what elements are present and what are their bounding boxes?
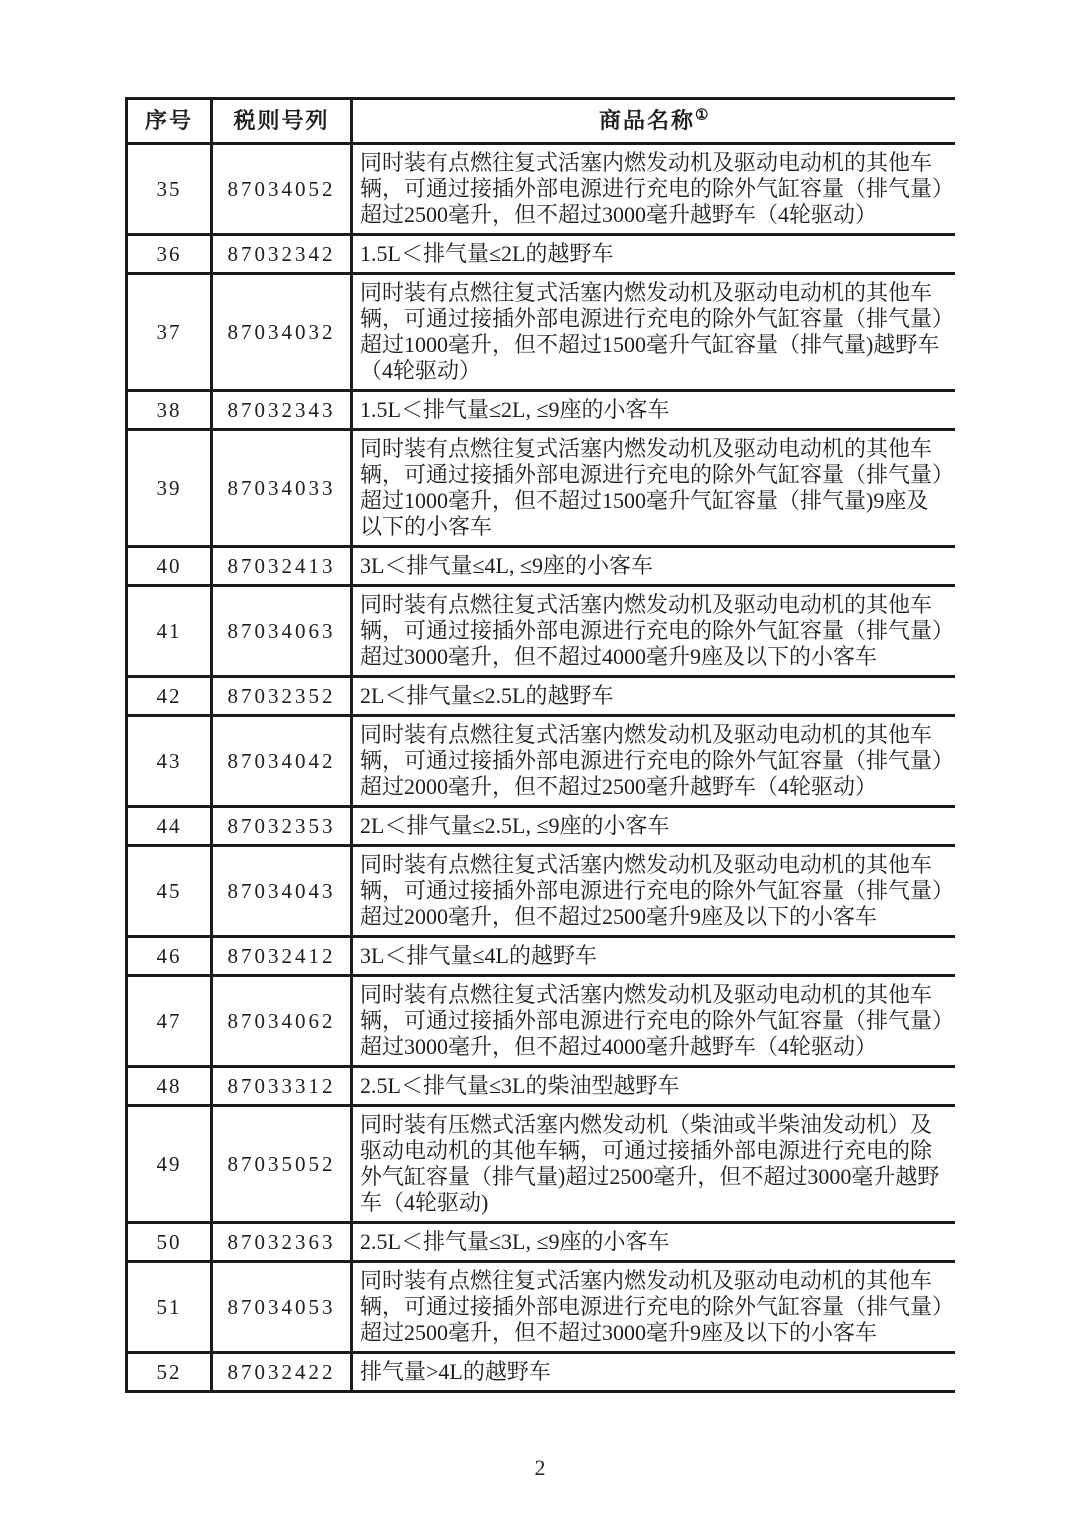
product-name-cell: 3L＜排气量≤4L的越野车 [352, 937, 955, 976]
table-row [127, 807, 955, 846]
tariff-code-cell: 87032353 [212, 807, 352, 846]
serial-cell: 38 [127, 391, 212, 430]
table-row [127, 391, 955, 430]
table-row [127, 677, 955, 716]
serial-cell: 46 [127, 937, 212, 976]
table-row [127, 976, 955, 1067]
column-header-serial: 序号 [127, 99, 212, 144]
product-name-cell: 同时装有点燃往复式活塞内燃发动机及驱动电动机的其他车辆，可通过接插外部电源进行充电的除外气缸容量（排气量）超过1000毫升，但不超过1500毫升气缸容量（排气量)9座及以下的小客车 [352, 430, 955, 547]
tariff-code-cell: 87034052 [212, 144, 352, 235]
serial-cell: 45 [127, 846, 212, 937]
product-name-cell: 2L＜排气量≤2.5L的越野车 [352, 677, 955, 716]
tariff-code-cell: 87032422 [212, 1353, 352, 1392]
page-number: 2 [534, 1455, 546, 1480]
table-row [127, 144, 955, 235]
table-row [127, 430, 955, 547]
tariff-code-cell: 87033312 [212, 1067, 352, 1106]
product-name-header-text: 商品名称 [599, 108, 696, 133]
table-row [127, 586, 955, 677]
product-name-cell: 同时装有压燃式活塞内燃发动机（柴油或半柴油发动机）及驱动电动机的其他车辆，可通过接插外部电源进行充电的除外气缸容量（排气量)超过2500毫升，但不超过3000毫升越野车（4轮驱动) [352, 1106, 955, 1223]
product-name-cell: 1.5L＜排气量≤2L, ≤9座的小客车 [352, 391, 955, 430]
table-row [127, 235, 955, 274]
table-row [127, 547, 955, 586]
product-name-cell: 同时装有点燃往复式活塞内燃发动机及驱动电动机的其他车辆，可通过接插外部电源进行充电的除外气缸容量（排气量）超过3000毫升，但不超过4000毫升9座及以下的小客车 [352, 586, 955, 677]
serial-cell: 39 [127, 430, 212, 547]
footnote-reference-mark: ① [695, 107, 709, 124]
tariff-code-cell: 87034033 [212, 430, 352, 547]
table-row [127, 1353, 955, 1392]
serial-cell: 49 [127, 1106, 212, 1223]
serial-cell: 36 [127, 235, 212, 274]
serial-cell: 50 [127, 1223, 212, 1262]
serial-cell: 43 [127, 716, 212, 807]
product-name-cell: 同时装有点燃往复式活塞内燃发动机及驱动电动机的其他车辆，可通过接插外部电源进行充电的除外气缸容量（排气量）超过2500毫升，但不超过3000毫升9座及以下的小客车 [352, 1262, 955, 1353]
table-row [127, 274, 955, 391]
tariff-code-cell: 87034032 [212, 274, 352, 391]
product-name-cell: 同时装有点燃往复式活塞内燃发动机及驱动电动机的其他车辆，可通过接插外部电源进行充电的除外气缸容量（排气量）超过2000毫升，但不超过2500毫升9座及以下的小客车 [352, 846, 955, 937]
serial-cell: 37 [127, 274, 212, 391]
tariff-code-cell: 87032342 [212, 235, 352, 274]
product-name-cell: 2L＜排气量≤2.5L, ≤9座的小客车 [352, 807, 955, 846]
table-row [127, 937, 955, 976]
tariff-code-cell: 87034043 [212, 846, 352, 937]
serial-cell: 40 [127, 547, 212, 586]
tariff-code-cell: 87032413 [212, 547, 352, 586]
table-row [127, 1106, 955, 1223]
tariff-code-cell: 87034062 [212, 976, 352, 1067]
table-row [127, 1262, 955, 1353]
table-row [127, 846, 955, 937]
product-name-cell: 2.5L＜排气量≤3L的柴油型越野车 [352, 1067, 955, 1106]
table-row [127, 716, 955, 807]
serial-cell: 51 [127, 1262, 212, 1353]
serial-cell: 41 [127, 586, 212, 677]
product-name-cell: 2.5L＜排气量≤3L, ≤9座的小客车 [352, 1223, 955, 1262]
tariff-code-cell: 87035052 [212, 1106, 352, 1223]
tariff-code-cell: 87032363 [212, 1223, 352, 1262]
serial-cell: 47 [127, 976, 212, 1067]
column-header-tariff-code: 税则号列 [212, 99, 352, 144]
tariff-code-cell: 87034063 [212, 586, 352, 677]
tariff-code-cell: 87032343 [212, 391, 352, 430]
serial-cell: 52 [127, 1353, 212, 1392]
serial-cell: 48 [127, 1067, 212, 1106]
product-name-cell: 1.5L＜排气量≤2L的越野车 [352, 235, 955, 274]
serial-cell: 42 [127, 677, 212, 716]
table-header-row [127, 99, 955, 144]
product-name-cell: 排气量>4L的越野车 [352, 1353, 955, 1392]
tariff-code-cell: 87032352 [212, 677, 352, 716]
serial-cell: 44 [127, 807, 212, 846]
table-row [127, 1067, 955, 1106]
tariff-code-cell: 87032412 [212, 937, 352, 976]
product-name-cell: 同时装有点燃往复式活塞内燃发动机及驱动电动机的其他车辆，可通过接插外部电源进行充电的除外气缸容量（排气量）超过1000毫升，但不超过1500毫升气缸容量（排气量)越野车（4轮驱动） [352, 274, 955, 391]
column-header-product-name [352, 99, 955, 144]
tariff-code-cell: 87034042 [212, 716, 352, 807]
serial-cell: 35 [127, 144, 212, 235]
product-name-cell: 同时装有点燃往复式活塞内燃发动机及驱动电动机的其他车辆，可通过接插外部电源进行充电的除外气缸容量（排气量）超过3000毫升，但不超过4000毫升越野车（4轮驱动） [352, 976, 955, 1067]
product-name-cell: 3L＜排气量≤4L, ≤9座的小客车 [352, 547, 955, 586]
tariff-code-cell: 87034053 [212, 1262, 352, 1353]
product-name-cell: 同时装有点燃往复式活塞内燃发动机及驱动电动机的其他车辆，可通过接插外部电源进行充电的除外气缸容量（排气量）超过2000毫升，但不超过2500毫升越野车（4轮驱动） [352, 716, 955, 807]
product-name-cell: 同时装有点燃往复式活塞内燃发动机及驱动电动机的其他车辆，可通过接插外部电源进行充电的除外气缸容量（排气量）超过2500毫升，但不超过3000毫升越野车（4轮驱动） [352, 144, 955, 235]
table-row [127, 1223, 955, 1262]
tariff-table [125, 97, 955, 1393]
